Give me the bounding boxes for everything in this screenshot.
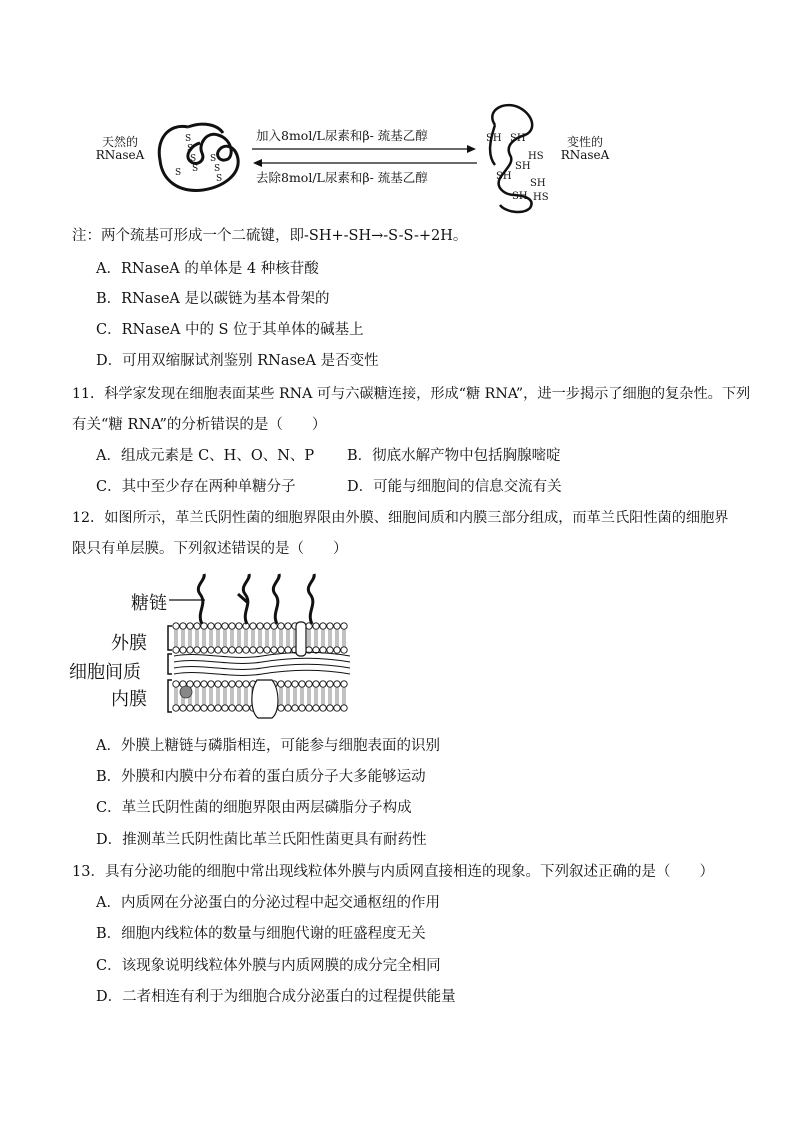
inner-membrane-protein [252,680,278,718]
q13-stem: 13．具有分泌功能的细胞中常出现线粒体外膜与内质网直接相连的现象。下列叙述正确的是（ ） [72,864,714,880]
q13-option-c[interactable]: C．该现象说明线粒体外膜与内质网膜的成分完全相同 [96,958,441,974]
q13-option-a[interactable]: A．内质网在分泌蛋白的分泌过程中起交通枢纽的作用 [96,895,440,911]
native-s-label: S [175,168,182,178]
denatured-sh-label: HS [533,192,549,203]
sugar-chain-label: 糖链 [131,593,167,614]
outer-membrane-bilayer [173,623,347,653]
reverse-arrow-text: 去除8mol/L尿素和β- 巯基乙醇 [256,170,428,185]
membrane-illustration [172,572,352,720]
rnase-diagram [90,100,630,215]
denatured-rnase-label: 变性的 RNaseA [560,135,610,162]
q13-option-d[interactable]: D．二者相连有利于为细胞合成分泌蛋白的过程提供能量 [96,989,456,1005]
periplasm-label: 细胞间质 [69,662,141,683]
q11-stem-line2: 有关“糖 RNA”的分析错误的是（ ） [72,417,327,433]
denatured-sh-label: HS [528,151,544,162]
q11-stem-line1: 11．科学家发现在细胞表面某些 RNA 可与六碳糖连接，形成“糖 RNA”，进一步揭示了细胞的复杂性。下列 [72,386,751,402]
outer-membrane-label: 外膜 [111,633,147,654]
q12-option-a[interactable]: A．外膜上糖链与磷脂相连，可能参与细胞表面的识别 [96,738,440,754]
q12-stem-line1: 12．如图所示，革兰氏阴性菌的细胞界限由外膜、细胞间质和内膜三部分组成，而革兰氏阳性菌的细胞界 [72,510,729,526]
native-s-label: S [187,144,194,154]
q12-stem-line2: 限只有单层膜。下列叙述错误的是（ ） [72,541,348,557]
native-protein-fold [148,115,258,205]
denatured-sh-label: SH [512,191,528,202]
forward-arrow-text: 加入8mol/L尿素和β- 巯基乙醇 [256,128,428,143]
sugar-chain [198,574,204,624]
denatured-sh-label: SH [496,171,512,182]
native-s-label: S [190,154,197,164]
q12-option-b[interactable]: B．外膜和内膜中分布着的蛋白质分子大多能够运动 [96,769,426,785]
q10-option-b[interactable]: B．RNaseA 是以碳链为基本骨架的 [96,291,330,307]
native-s-label: S [210,154,217,164]
outer-membrane-protein [296,622,306,656]
inner-membrane-label: 内膜 [111,689,147,710]
native-s-label: S [185,134,192,144]
q12-option-d[interactable]: D．推测革兰氏阴性菌比革兰氏阳性菌更具有耐药性 [96,832,427,848]
q11-option-a[interactable]: A．组成元素是 C、H、O、N、P [96,448,315,464]
reverse-arrow [252,158,477,168]
denatured-sh-label: SH [486,133,502,144]
q11-option-b[interactable]: B．彻底水解产物中包括胸腺嘧啶 [347,448,561,464]
denatured-sh-label: SH [530,178,546,189]
q11-option-d[interactable]: D．可能与细胞间的信息交流有关 [347,479,562,495]
membrane-figure [65,572,365,720]
native-s-label: S [192,164,199,174]
q10-option-a[interactable]: A．RNaseA 的单体是 4 种核苷酸 [96,261,319,277]
q12-option-c[interactable]: C．革兰氏阴性菌的细胞界限由两层磷脂分子构成 [96,800,412,816]
forward-arrow [252,144,477,154]
membrane-particle [180,686,192,698]
sugar-chain [308,574,314,624]
native-s-label: S [214,164,221,174]
native-rnase-label: 天然的 RNaseA [95,135,145,162]
periplasm-fiber [174,670,350,675]
q13-option-b[interactable]: B．细胞内线粒体的数量与细胞代谢的旺盛程度无关 [96,926,426,942]
denatured-sh-label: SH [510,133,526,144]
q11-option-c[interactable]: C．其中至少存在两种单糖分子 [96,479,296,495]
q10-option-d[interactable]: D．可用双缩脲试剂鉴别 RNaseA 是否变性 [96,353,379,369]
note-text: 注：两个巯基可形成一个二硫键，即-SH+-SH→-S-S-+2H。 [72,228,468,244]
native-s-label: S [216,174,223,184]
q10-option-c[interactable]: C．RNaseA 中的 S 位于其单体的碱基上 [96,322,364,338]
denatured-sh-label: SH [515,161,531,172]
periplasm-fiber [174,658,350,663]
periplasm-fiber [174,664,350,669]
sugar-chain [273,574,279,624]
